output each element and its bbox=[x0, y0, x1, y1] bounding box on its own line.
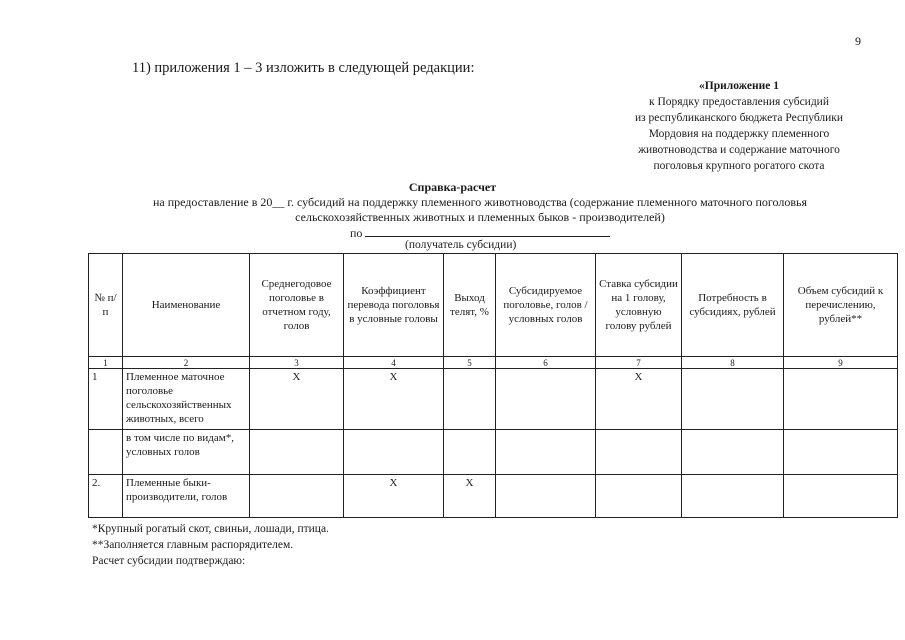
calculation-table bbox=[88, 253, 898, 518]
header-cell: Объем субсидий к перечислению, рублей** bbox=[784, 254, 898, 357]
header-cell: Ставка субсидии на 1 голову, условную голову рублей bbox=[596, 254, 682, 357]
table-cell: X bbox=[444, 475, 496, 518]
header-cell: Потребность в субсидиях, рублей bbox=[682, 254, 784, 357]
appendix-title: «Приложение 1 bbox=[699, 80, 779, 92]
row-number: 1 bbox=[89, 369, 123, 430]
header-cell: Субсидируемое поголовье, голов / условных голов bbox=[496, 254, 596, 357]
confirmation-text: Расчет субсидии подтверждаю: bbox=[92, 555, 246, 567]
table-cell: X bbox=[344, 369, 444, 430]
table-cell bbox=[596, 475, 682, 518]
table-cell bbox=[344, 430, 444, 475]
table-cell bbox=[250, 430, 344, 475]
header-cell: Коэффициент перевода поголовья в условные головы bbox=[344, 254, 444, 357]
subtitle-line-2: сельскохозяйственных животных и племенных быков - производителей) bbox=[295, 210, 665, 224]
column-number: 6 bbox=[496, 357, 596, 369]
row-number bbox=[89, 430, 123, 475]
page-number: 9 bbox=[855, 34, 861, 48]
subtitle-line-1: на предоставление в 20__ г. субсидий на поддержку племенного животноводства (содержание племенного маточного поголовья bbox=[152, 195, 808, 209]
appendix-line: к Порядку предоставления субсидий bbox=[649, 96, 829, 108]
appendix-line: из республиканского бюджета Республики bbox=[634, 112, 844, 124]
table-cell bbox=[682, 475, 784, 518]
column-number: 3 bbox=[250, 357, 344, 369]
table-cell bbox=[682, 369, 784, 430]
header-cell: Среднегодовое поголовье в отчетном году, голов bbox=[250, 254, 344, 357]
column-number: 2 bbox=[123, 357, 250, 369]
table-row bbox=[89, 475, 898, 518]
table-cell bbox=[784, 475, 898, 518]
column-number: 9 bbox=[784, 357, 898, 369]
column-number: 7 bbox=[596, 357, 682, 369]
table-cell bbox=[784, 430, 898, 475]
column-number: 5 bbox=[444, 357, 496, 369]
document-subtitle bbox=[110, 195, 850, 225]
table-cell bbox=[496, 430, 596, 475]
table-header-row bbox=[89, 254, 898, 357]
table-cell bbox=[496, 475, 596, 518]
footnote-administrator: **Заполняется главным распорядителем. bbox=[92, 539, 294, 551]
row-number: 2. bbox=[89, 475, 123, 518]
table-cell bbox=[444, 369, 496, 430]
table-cell bbox=[784, 369, 898, 430]
recipient-blank bbox=[365, 226, 610, 237]
row-name: в том числе по видам*, условных голов bbox=[123, 430, 250, 475]
table-cell: X bbox=[344, 475, 444, 518]
recipient-caption: (получатель субсидии) bbox=[405, 239, 517, 251]
table-row bbox=[89, 369, 898, 430]
amendment-intro: 11) приложения 1 – 3 изложить в следующей редакции: bbox=[132, 60, 475, 76]
header-cell: № п/п bbox=[89, 254, 123, 357]
appendix-line: животноводства и содержание маточного bbox=[638, 144, 840, 156]
table-cell: X bbox=[250, 369, 344, 430]
header-cell: Выход телят, % bbox=[444, 254, 496, 357]
table-row bbox=[89, 430, 898, 475]
po-label: по bbox=[350, 226, 363, 240]
column-number: 8 bbox=[682, 357, 784, 369]
footnote-species: *Крупный рогатый скот, свиньи, лошади, птица. bbox=[92, 523, 329, 535]
row-name: Племенное маточное поголовье сельскохозяйственных животных, всего bbox=[123, 369, 250, 430]
table-cell: X bbox=[596, 369, 682, 430]
appendix-header bbox=[588, 78, 890, 174]
appendix-line: поголовья крупного рогатого скота bbox=[653, 160, 825, 172]
column-number-row bbox=[89, 357, 898, 369]
header-cell: Наименование bbox=[123, 254, 250, 357]
table-cell bbox=[496, 369, 596, 430]
table-cell bbox=[596, 430, 682, 475]
column-number: 1 bbox=[89, 357, 123, 369]
table-cell bbox=[250, 475, 344, 518]
column-number: 4 bbox=[344, 357, 444, 369]
appendix-line: Мордовия на поддержку племенного bbox=[648, 128, 830, 140]
row-name: Племенные быки-производители, голов bbox=[123, 475, 250, 518]
table-cell bbox=[444, 430, 496, 475]
document-title: Справка-расчет bbox=[408, 180, 497, 194]
table-cell bbox=[682, 430, 784, 475]
